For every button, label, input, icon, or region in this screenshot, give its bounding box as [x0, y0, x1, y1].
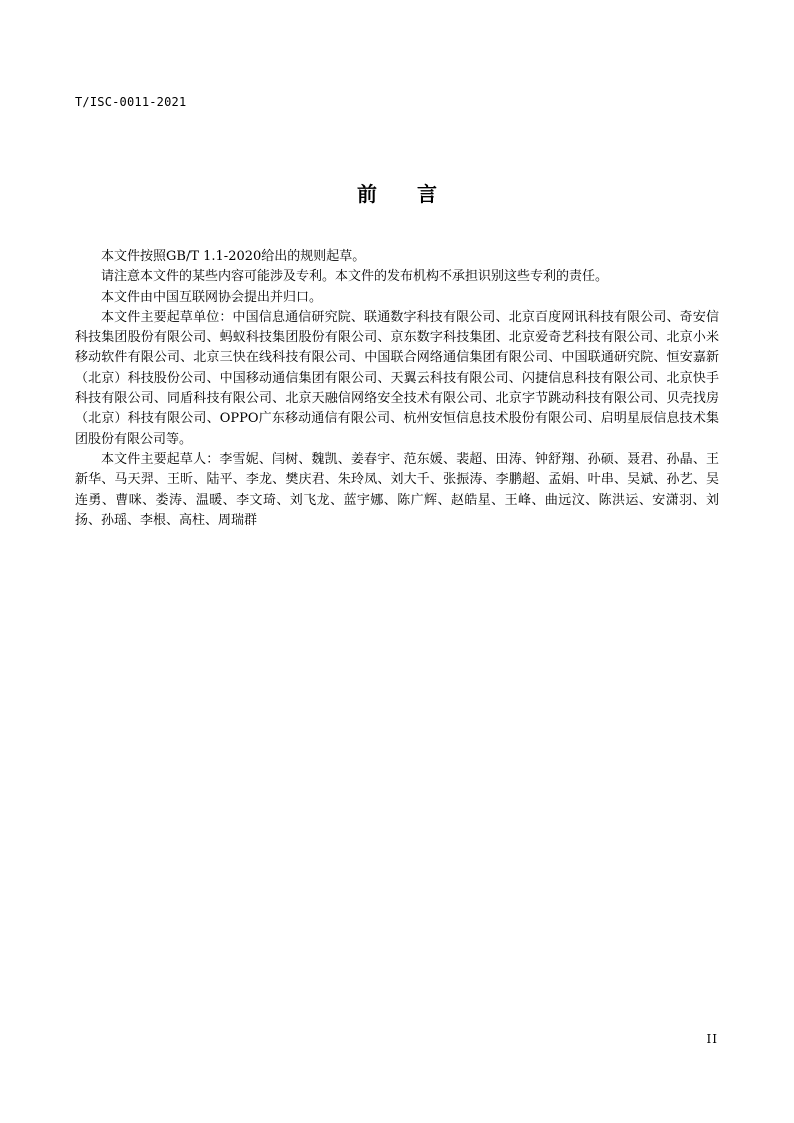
- paragraph-proposer: 本文件由中国互联网协会提出并归口。: [101, 289, 323, 305]
- paragraph-drafting-rules: 本文件按照GB/T 1.1-2020给出的规则起草。: [101, 249, 366, 264]
- page-title: 前言: [357, 182, 477, 206]
- paragraph-drafting-units: 本文件主要起草单位：中国信息通信研究院、联通数字科技有限公司、北京百度网讯科技有限公司、奇安信科技集团股份有限公司、蚂蚁科技集团股份有限公司、京东数字科技集团、北京爱奇艺科技有限公司、北京小米移动软件有限公司、北京三快在线科技有限公司、中国联合网络通信集团有限公司、中国联通研究院、恒安嘉新（北京）科技股份公司、中国移动通信集团有限公司、天翼云科技有限公司、闪捷信息科技有限公司、北京快手科技有限公司、同盾科技有限公司、北京天融信网络安全技术有限公司、北京字节跳动科技有限公司、贝壳找房（北京）科技有限公司、OPPO广东移动通信有限公司、杭州安恒信息技术股份有限公司、启明星辰信息技术集团股份有限公司等。: [75, 309, 719, 447]
- paragraph-patent-notice: 请注意本文件的某些内容可能涉及专利。本文件的发布机构不承担识别这些专利的责任。: [101, 269, 609, 285]
- page-number: II: [706, 1032, 718, 1046]
- document-code: T/ISC-0011-2021: [75, 95, 187, 109]
- paragraph-drafters: 本文件主要起草人：李雪妮、闫树、魏凯、姜春宇、范东媛、裴超、田涛、钟舒翔、孙硕、聂君、孙晶、王新华、马天羿、王昕、陆平、李龙、樊庆君、朱玲凤、刘大千、张振涛、李鹏超、孟娟、叶串、吴斌、孙艺、吴连勇、曹咪、娄涛、温暖、李文琦、刘飞龙、蓝宇娜、陈广辉、赵皓星、王峰、曲远汶、陈洪运、安潇羽、刘扬、孙瑶、李根、高柱、周瑞群: [75, 451, 719, 528]
- foreword-body: [75, 247, 719, 531]
